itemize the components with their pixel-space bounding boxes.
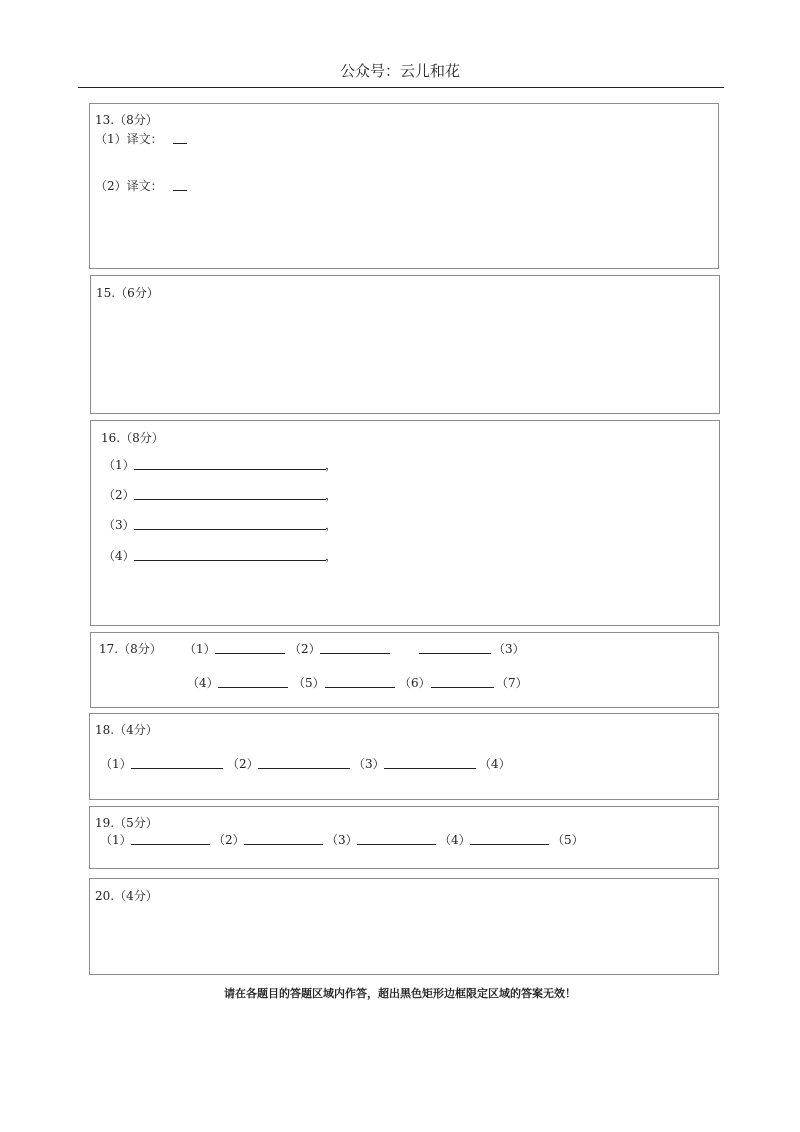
q16-item-4-trail: ， bbox=[325, 549, 338, 563]
q19-label-2: （2） bbox=[213, 833, 245, 847]
answer-box-q18 bbox=[89, 713, 719, 800]
q16-item-3-answer-line[interactable] bbox=[134, 529, 326, 530]
answer-box-q15 bbox=[90, 275, 720, 414]
q18-label-4: （4） bbox=[479, 757, 511, 771]
q16-item-4-label: （4） bbox=[103, 549, 135, 563]
q16-item-2-trail: ， bbox=[325, 488, 338, 502]
q17-answer-line-2[interactable] bbox=[320, 653, 390, 654]
q20-title: 20.（4分） bbox=[95, 889, 158, 903]
answer-box-q13 bbox=[89, 103, 719, 269]
q16-item-3-trail: ， bbox=[325, 518, 338, 532]
q17-answer-line-4[interactable] bbox=[218, 687, 288, 688]
q19-answer-line-1[interactable] bbox=[131, 844, 210, 845]
q13-item-1-answer-line[interactable] bbox=[173, 143, 187, 144]
q16-item-3-label: （3） bbox=[103, 518, 135, 532]
q13-item-2-label: （2）译文： bbox=[95, 179, 163, 193]
q19-label-1: （1） bbox=[100, 833, 132, 847]
q17-answer-line-5[interactable] bbox=[325, 687, 395, 688]
q16-item-1-answer-line[interactable] bbox=[134, 469, 326, 470]
q16-item-2-label: （2） bbox=[103, 488, 135, 502]
q17-answer-line-1[interactable] bbox=[215, 653, 285, 654]
q16-item-2-answer-line[interactable] bbox=[134, 499, 326, 500]
answer-box-q19 bbox=[89, 806, 719, 869]
q17-answer-line-6[interactable] bbox=[431, 687, 494, 688]
q13-item-1-label: （1）译文： bbox=[95, 132, 163, 146]
q18-label-1: （1） bbox=[100, 757, 132, 771]
q19-answer-line-2[interactable] bbox=[244, 844, 323, 845]
answer-box-q16 bbox=[90, 420, 720, 626]
q17-label-3: （3） bbox=[493, 642, 525, 656]
q18-label-2: （2） bbox=[227, 757, 259, 771]
q18-answer-line-3[interactable] bbox=[384, 768, 476, 769]
header-divider bbox=[78, 87, 724, 88]
q17-label-1: （1） bbox=[184, 642, 216, 656]
q13-title: 13.（8分） bbox=[95, 113, 158, 127]
q15-title: 15.（6分） bbox=[96, 286, 159, 300]
q16-item-1-label: （1） bbox=[103, 458, 135, 472]
q17-label-5: （5） bbox=[293, 676, 325, 690]
q19-answer-line-4[interactable] bbox=[470, 844, 549, 845]
q17-label-7: （7） bbox=[496, 676, 528, 690]
q18-label-3: （3） bbox=[353, 757, 385, 771]
q18-answer-line-1[interactable] bbox=[131, 768, 223, 769]
q13-item-2-answer-line[interactable] bbox=[173, 190, 187, 191]
q18-title: 18.（4分） bbox=[95, 723, 158, 737]
q16-item-1-trail: ， bbox=[325, 458, 338, 472]
page-header-title: 公众号：云儿和花 bbox=[339, 62, 460, 80]
footer-notice: 请在各题目的答题区域内作答，超出黑色矩形边框限定区域的答案无效！ bbox=[224, 987, 576, 1000]
q19-answer-line-3[interactable] bbox=[357, 844, 436, 845]
q16-title: 16.（8分） bbox=[101, 431, 164, 445]
q17-label-2: （2） bbox=[289, 642, 321, 656]
q17-answer-line-3[interactable] bbox=[419, 653, 491, 654]
q19-label-5: （5） bbox=[552, 833, 584, 847]
q19-label-3: （3） bbox=[326, 833, 358, 847]
q17-title: 17.（8分） bbox=[99, 642, 162, 656]
q18-answer-line-2[interactable] bbox=[258, 768, 350, 769]
q17-label-4: （4） bbox=[187, 676, 219, 690]
q19-label-4: （4） bbox=[439, 833, 471, 847]
q17-label-6: （6） bbox=[399, 676, 431, 690]
q19-title: 19.（5分） bbox=[95, 816, 158, 830]
answer-box-q20 bbox=[89, 878, 719, 975]
q16-item-4-answer-line[interactable] bbox=[134, 560, 326, 561]
